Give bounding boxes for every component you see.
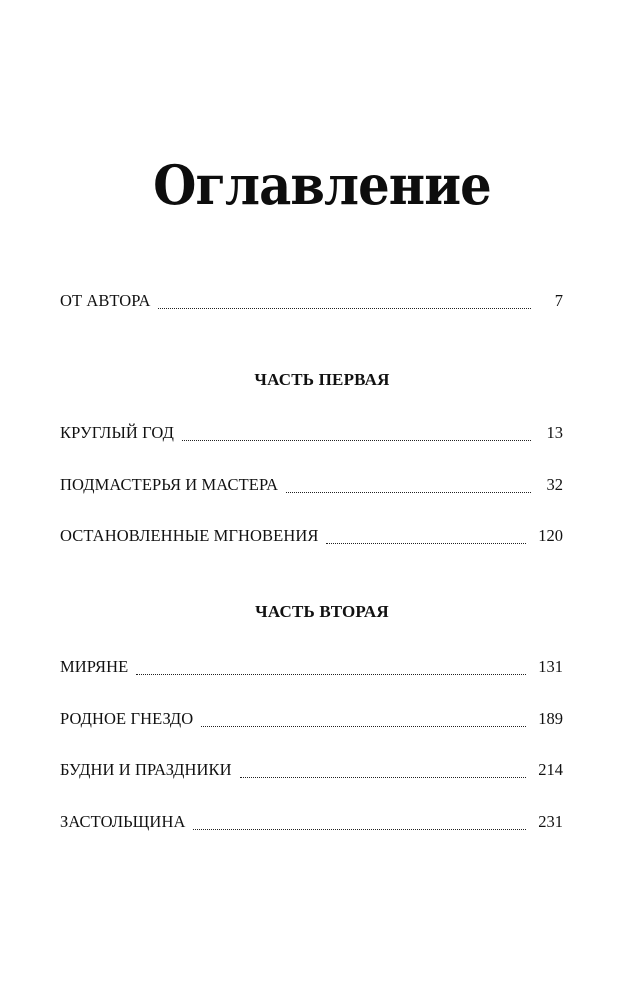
toc-entry-label: ОСТАНОВЛЕННЫЕ МГНОВЕНИЯ (60, 526, 319, 545)
toc-entry-label: МИРЯНЕ (60, 657, 129, 676)
toc-entry-label: БУДНИ И ПРАЗДНИКИ (60, 760, 232, 779)
toc-entry-page: 120 (538, 526, 563, 545)
toc-entry[interactable] (60, 757, 563, 783)
toc-entry[interactable] (60, 809, 563, 835)
toc-entry[interactable] (60, 472, 563, 498)
toc-entry-label: ЗАСТОЛЬЩИНА (60, 812, 186, 831)
toc-entry[interactable] (60, 654, 563, 680)
toc-entry-label: ПОДМАСТЕРЬЯ И МАСТЕРА (60, 475, 279, 494)
toc-entry-page: 13 (546, 423, 563, 442)
toc-entry-intro[interactable] (60, 288, 563, 314)
dot-leader (286, 491, 531, 493)
dot-leader (136, 673, 526, 675)
part-heading-2: ЧАСТЬ ВТОРАЯ (255, 602, 389, 621)
toc-entry-page: 7 (554, 291, 563, 310)
part-heading-1: ЧАСТЬ ПЕРВАЯ (254, 370, 390, 389)
toc-entry-label: ОТ АВТОРА (60, 291, 151, 310)
page-title: Оглавление (153, 153, 491, 217)
dot-leader (193, 828, 526, 830)
dot-leader (240, 776, 527, 778)
dot-leader (201, 725, 526, 727)
toc-entry-page: 32 (546, 475, 563, 494)
toc-entry[interactable] (60, 523, 563, 549)
toc-entry-page: 231 (538, 812, 563, 831)
dot-leader (182, 439, 531, 441)
toc-entry-label: КРУГЛЫЙ ГОД (60, 423, 174, 442)
dot-leader (326, 542, 526, 544)
toc-entry-page: 131 (538, 657, 563, 676)
toc-entry[interactable] (60, 706, 563, 732)
toc-entry-page: 189 (538, 709, 563, 728)
toc-entry-page: 214 (538, 760, 563, 779)
dot-leader (158, 307, 531, 309)
toc-entry-label: РОДНОЕ ГНЕЗДО (60, 709, 194, 728)
toc-entry[interactable] (60, 420, 563, 446)
